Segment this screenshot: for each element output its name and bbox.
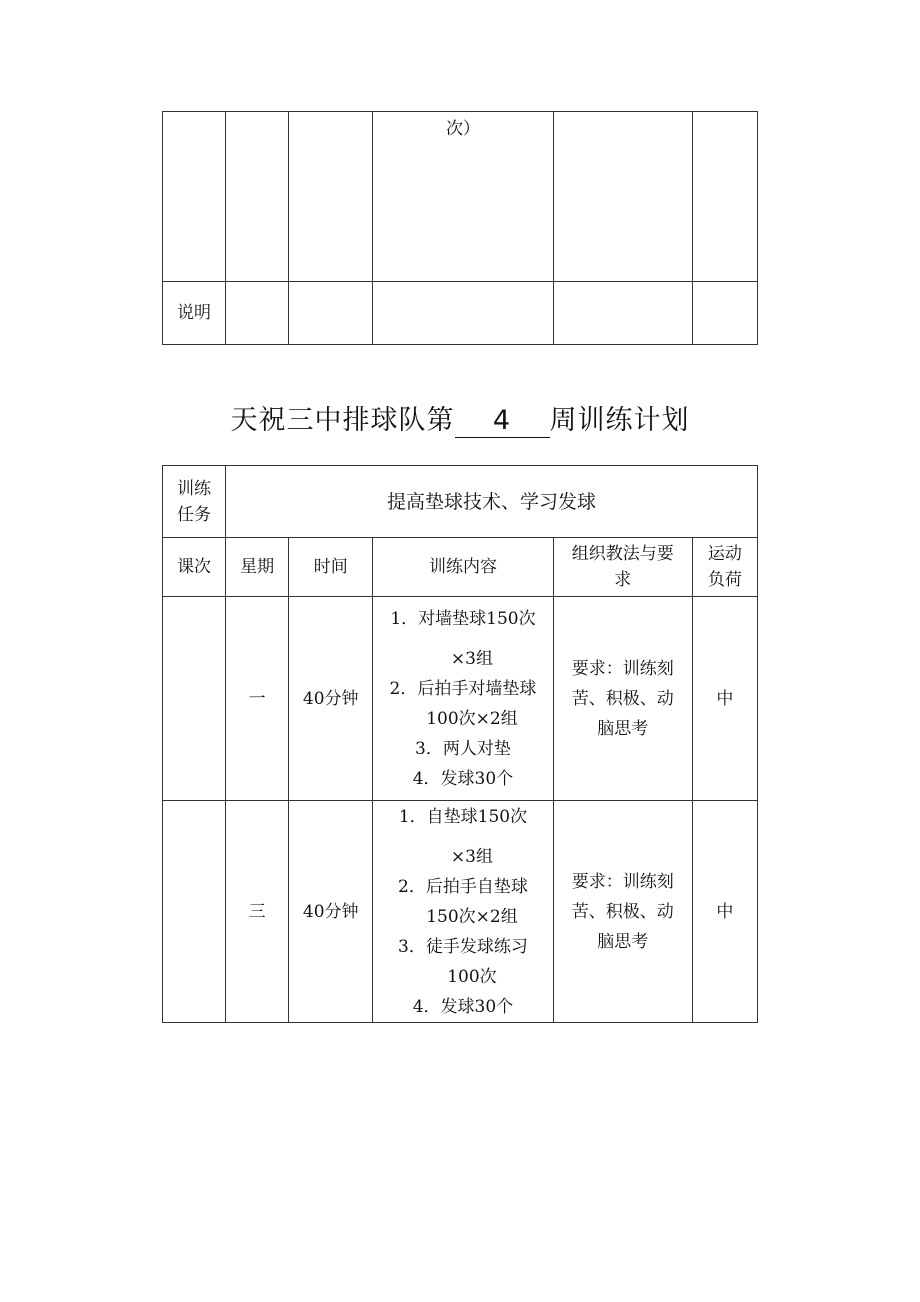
task-value: 提高垫球技术、学习发球 <box>226 466 758 538</box>
method-cell <box>553 801 692 1023</box>
content-line: 2．后拍手自垫球 <box>398 876 528 897</box>
title-suffix: 周训练计划 <box>549 405 690 436</box>
training-plan-table <box>162 465 758 1023</box>
header-lesson: 课次 <box>163 538 226 597</box>
time-cell: 40分钟 <box>289 597 373 801</box>
weekday-cell: 一 <box>226 597 289 801</box>
lesson-cell <box>163 597 226 801</box>
header-time: 时间 <box>289 538 373 597</box>
empty-cell <box>226 112 289 282</box>
header-content: 训练内容 <box>373 538 553 597</box>
task-label-line1: 训练 <box>177 478 212 499</box>
header-method-line1: 组织教法与要 <box>571 544 674 564</box>
empty-cell <box>289 112 373 282</box>
page-title <box>0 398 920 438</box>
table-row <box>163 801 758 1023</box>
previous-plan-table <box>162 111 758 345</box>
content-line: 1．对墙垫球150次 <box>390 608 536 629</box>
content-line: 100次 <box>447 966 497 987</box>
load-cell: 中 <box>692 801 757 1023</box>
empty-cell <box>289 282 373 345</box>
method-line: 脑思考 <box>597 718 649 739</box>
content-line: 4．发球30个 <box>412 768 514 789</box>
method-line: 要求：训练刻 <box>571 871 674 892</box>
empty-cell <box>692 112 757 282</box>
empty-cell <box>226 282 289 345</box>
title-week-number: 4 <box>455 405 550 438</box>
title-prefix: 天祝三中排球队第 <box>230 405 455 436</box>
time-cell: 40分钟 <box>289 801 373 1023</box>
header-load-cell <box>692 538 757 597</box>
content-line: 100次×2组 <box>426 708 518 729</box>
content-line: 2．后拍手对墙垫球 <box>389 678 537 699</box>
empty-cell <box>553 112 692 282</box>
note-label: 说明 <box>163 282 226 345</box>
content-line: 4．发球30个 <box>412 996 514 1017</box>
task-label-line2: 任务 <box>177 504 212 525</box>
empty-cell <box>692 282 757 345</box>
content-line: 3．徒手发球练习 <box>398 936 528 957</box>
header-load-line2: 负荷 <box>707 570 742 590</box>
empty-cell <box>163 112 226 282</box>
method-line: 苦、积极、动 <box>571 688 674 709</box>
method-cell <box>553 597 692 801</box>
continued-text: 次） <box>445 119 480 139</box>
method-line: 要求：训练刻 <box>571 658 674 679</box>
continued-content-cell <box>373 112 553 282</box>
lesson-cell <box>163 801 226 1023</box>
header-method-cell <box>553 538 692 597</box>
empty-cell <box>373 282 553 345</box>
header-load-line1: 运动 <box>707 544 742 564</box>
content-line: ×3组 <box>450 648 493 669</box>
content-line: 1．自垫球150次 <box>398 806 528 827</box>
header-method-line2: 求 <box>614 570 632 590</box>
method-line: 苦、积极、动 <box>571 901 674 922</box>
load-cell: 中 <box>692 597 757 801</box>
content-line: 150次×2组 <box>426 906 518 927</box>
task-label-cell <box>163 466 226 538</box>
weekday-cell: 三 <box>226 801 289 1023</box>
content-line: 3．两人对垫 <box>415 738 511 759</box>
content-cell <box>373 801 553 1023</box>
empty-cell <box>553 282 692 345</box>
method-line: 脑思考 <box>597 931 649 952</box>
content-cell <box>373 597 553 801</box>
table-row <box>163 597 758 801</box>
header-weekday: 星期 <box>226 538 289 597</box>
content-line: ×3组 <box>450 846 493 867</box>
